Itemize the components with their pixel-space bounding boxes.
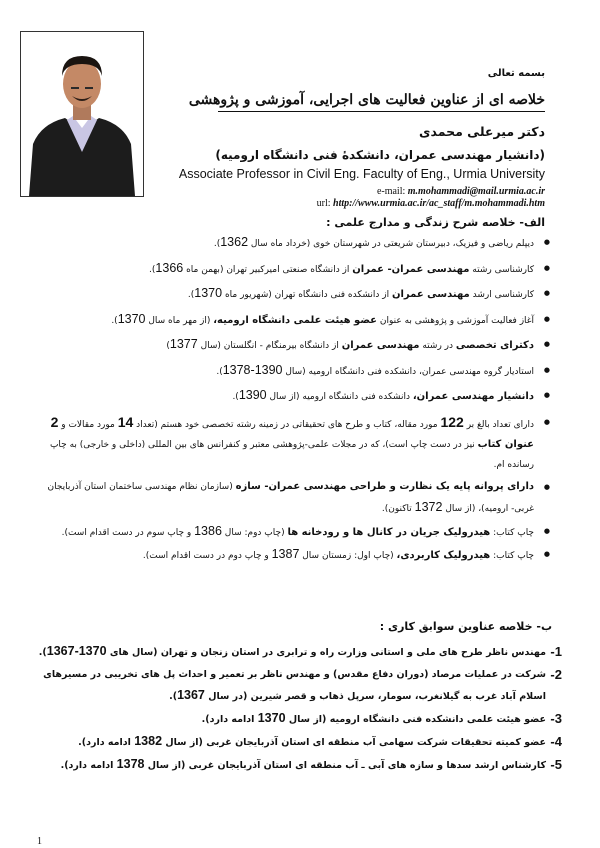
list-item: 1- مهندس ناظر طرح های ملی و استانی وزارت راه و ترابری در استان زنجان و تهران (سال های 1370-1367). <box>38 644 562 659</box>
list-item: ● دیپلم ریاضی و فیزیک، دبیرستان شریعتی در شهرستان خوی (خرداد ماه سال 1362). <box>30 233 552 253</box>
list-item: ● استادیار گروه مهندسی عمران، دانشکده فنی دانشگاه ارومیه (سال 1390-1378). <box>30 361 552 381</box>
list-item: 3- عضو هیئت علمی دانشکده فنی دانشگاه ارومیه (از سال 1370 ادامه دارد). <box>201 711 562 726</box>
list-item: ● کارشناسی رشته مهندسی عمران- عمران از دانشگاه صنعتی امیرکبیر تهران (بهمن ماه 1366). <box>30 259 552 279</box>
section-a-heading: الف- خلاصه شرح زندگی و مدارج علمی : <box>326 216 545 229</box>
list-item: 4- عضو کمیته تحقیقات شرکت سهامی آب منطقه ای استان آذربایجان غربی (از سال 1382 ادامه دارد). <box>78 734 562 749</box>
list-item: ● چاپ کتاب: هیدرولیک کاربردی، (چاپ اول: زمستان سال 1387 و چاپ دوم در دست اقدام است). <box>30 545 552 565</box>
affiliation-persian: (دانشیار مهندسی عمران، دانشکدهٔ فنی دانشگاه ارومیه) <box>215 148 545 162</box>
document-title: خلاصه ای از عناوین فعالیت های اجرایی، آموزشی و پژوهشی <box>188 92 545 108</box>
email-link[interactable]: m.mohammadi@mail.urmia.ac.ir <box>407 186 545 197</box>
affiliation-english: Associate Professor in Civil Eng. Faculty of Eng., Urmia University <box>178 167 545 181</box>
list-item: ● دارای پروانه پایه یک نظارت و طراحی مهندسی عمران- سازه (سازمان نظام مهندسی ساختمان استان آذربایجان غربی- ارومیه)، (از سال 1372 تاکنون). <box>30 477 552 519</box>
list-item: 2- شرکت در عملیات مرصاد (دوران دفاع مقدس) و مهندس ناظر بر تعمیر و احداث پل های تخریبی در مسیرهای اسلام آباد غرب به گیلانغرب، سومار، سرپل ذهاب و قصر شیرین (در سال 1367). <box>43 667 562 702</box>
list-item: ● دکترای تخصصی در رشته مهندسی عمران از دانشگاه بیرمنگام - انگلستان (سال 1377) <box>30 335 552 355</box>
url-link[interactable]: http://www.urmia.ac.ir/ac_staff/m.mohammadi.htm <box>333 198 545 209</box>
url-line <box>317 198 545 209</box>
list-item: ● دانشیار مهندسی عمران، دانشکده فنی دانشگاه ارومیه (از سال 1390). <box>30 386 552 406</box>
list-item: ● چاپ کتاب: هیدرولیک جریان در کانال ها و رودخانه ها (چاپ دوم: سال 1386 و چاپ سوم در دست اقدام است). <box>30 521 552 543</box>
list-item: ● آغاز فعالیت آموزشی و پژوهشی به عنوان عضو هیئت علمی دانشگاه ارومیه، (از مهر ماه سال 1370). <box>30 310 552 330</box>
bismillah-heading: بسمه تعالی <box>487 68 545 79</box>
page-number: 1 <box>37 836 42 847</box>
section-b-heading: ب- خلاصه عناوین سوابق کاری : <box>379 620 552 633</box>
list-item: ● دارای تعداد بالغ بر 122 مورد مقاله، کتاب و طرح های تحقیقاتی در زمینه رشته تخصصی خود هستم (تعداد 14 مورد مقالات و 2 عنوان کتاب نیز در دست چاپ است)، که در مجلات علمی-پژوهشی معتبر و کنفرانس های بین المللی (داخلی و خارجی) به چاپ رسانده ام. <box>30 412 552 475</box>
url-label: url: <box>316 198 331 209</box>
list-item: ● کارشناسی ارشد مهندسی عمران از دانشکده فنی دانشگاه تهران (شهریور ماه 1370). <box>30 284 552 304</box>
email-label: e-mail: <box>376 186 406 197</box>
email-line <box>377 186 545 197</box>
education-list <box>30 233 552 570</box>
title-underline <box>218 111 545 112</box>
list-item: 5- کارشناس ارشد سدها و سازه های آبی ـ آب منطقه ای استان آذربایجان غربی (از سال 1378 ادامه دارد). <box>60 757 562 772</box>
profile-photo <box>20 31 144 197</box>
career-list <box>22 641 562 777</box>
person-name: دکتر میرعلی محمدی <box>419 124 545 139</box>
